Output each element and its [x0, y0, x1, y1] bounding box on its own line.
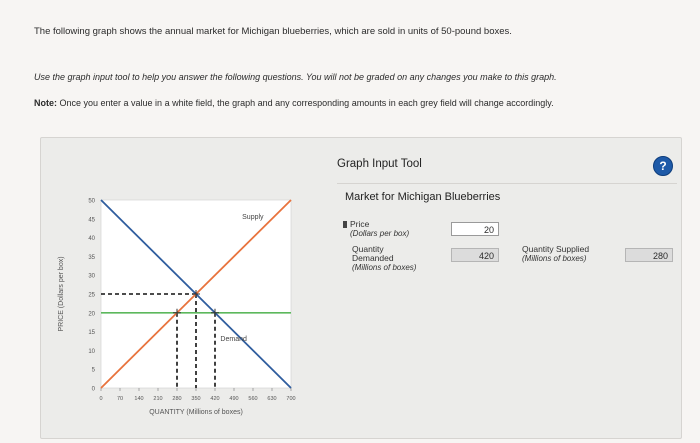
note-text — [34, 98, 554, 108]
y-axis-label: PRICE (Dollars per box) — [58, 256, 65, 332]
y-tick-label: 25 — [88, 292, 95, 299]
x-tick-label: 560 — [248, 396, 258, 402]
price-label-text: Price — [350, 219, 370, 229]
y-tick-label: 30 — [88, 273, 95, 280]
instruction-text: Use the graph input tool to help you answer the following questions. You will not be graded on any changes you make to this graph. — [34, 72, 557, 82]
note-body: Once you enter a value in a white field, the graph and any corresponding amounts in each grey field will change accordingly. — [57, 98, 554, 108]
price-units: (Dollars per box) — [350, 229, 410, 238]
x-tick-label: 700 — [286, 396, 296, 402]
x-axis-label: QUANTITY (Millions of boxes) — [149, 409, 243, 416]
market-title: Market for Michigan Blueberries — [345, 191, 501, 203]
supply-label: Supply — [242, 213, 264, 221]
price-label — [343, 220, 409, 238]
y-tick-label: 10 — [88, 348, 95, 355]
y-tick-label: 5 — [91, 367, 95, 374]
y-tick-label: 35 — [88, 254, 95, 261]
qs-label-text: Quantity Supplied — [522, 244, 590, 254]
x-tick-label: 210 — [153, 396, 163, 402]
y-tick-label: 20 — [88, 311, 95, 318]
price-input[interactable]: 20 — [451, 222, 499, 236]
y-tick-label: 40 — [88, 236, 95, 243]
y-tick-label: 15 — [88, 330, 95, 337]
qd-label-line1: Quantity — [352, 244, 384, 254]
qd-units: (Millions of boxes) — [352, 263, 417, 272]
quantity-supplied-field: 280 — [625, 248, 673, 262]
qs-units: (Millions of boxes) — [522, 254, 587, 263]
tool-divider — [337, 183, 677, 184]
y-tick-label: 45 — [88, 217, 95, 224]
x-tick-label: 140 — [134, 396, 144, 402]
x-tick-label: 70 — [116, 396, 124, 402]
x-tick-label: 420 — [210, 396, 220, 402]
y-tick-label: 50 — [88, 198, 95, 205]
x-tick-label: 0 — [99, 396, 103, 402]
note-label: Note: — [34, 98, 57, 108]
x-tick-label: 280 — [172, 396, 182, 402]
y-tick-label: 0 — [91, 386, 95, 393]
graph-panel — [40, 137, 682, 439]
price-bullet-icon — [343, 221, 347, 228]
x-tick-label: 350 — [191, 396, 201, 402]
help-icon[interactable]: ? — [653, 156, 673, 176]
quantity-demanded-field: 420 — [451, 248, 499, 262]
x-tick-label: 630 — [267, 396, 277, 402]
graph-input-tool-title: Graph Input Tool — [337, 158, 422, 170]
qd-label-line2: Demanded — [352, 253, 394, 263]
demand-label: Demand — [220, 336, 247, 343]
graph-area — [41, 138, 311, 438]
intro-text: The following graph shows the annual market for Michigan blueberries, which are sold in units of 50-pound boxes. — [34, 26, 512, 37]
quantity-demanded-label — [352, 245, 416, 272]
market-chart[interactable] — [41, 138, 311, 438]
quantity-supplied-label — [522, 245, 589, 263]
x-tick-label: 490 — [229, 396, 239, 402]
